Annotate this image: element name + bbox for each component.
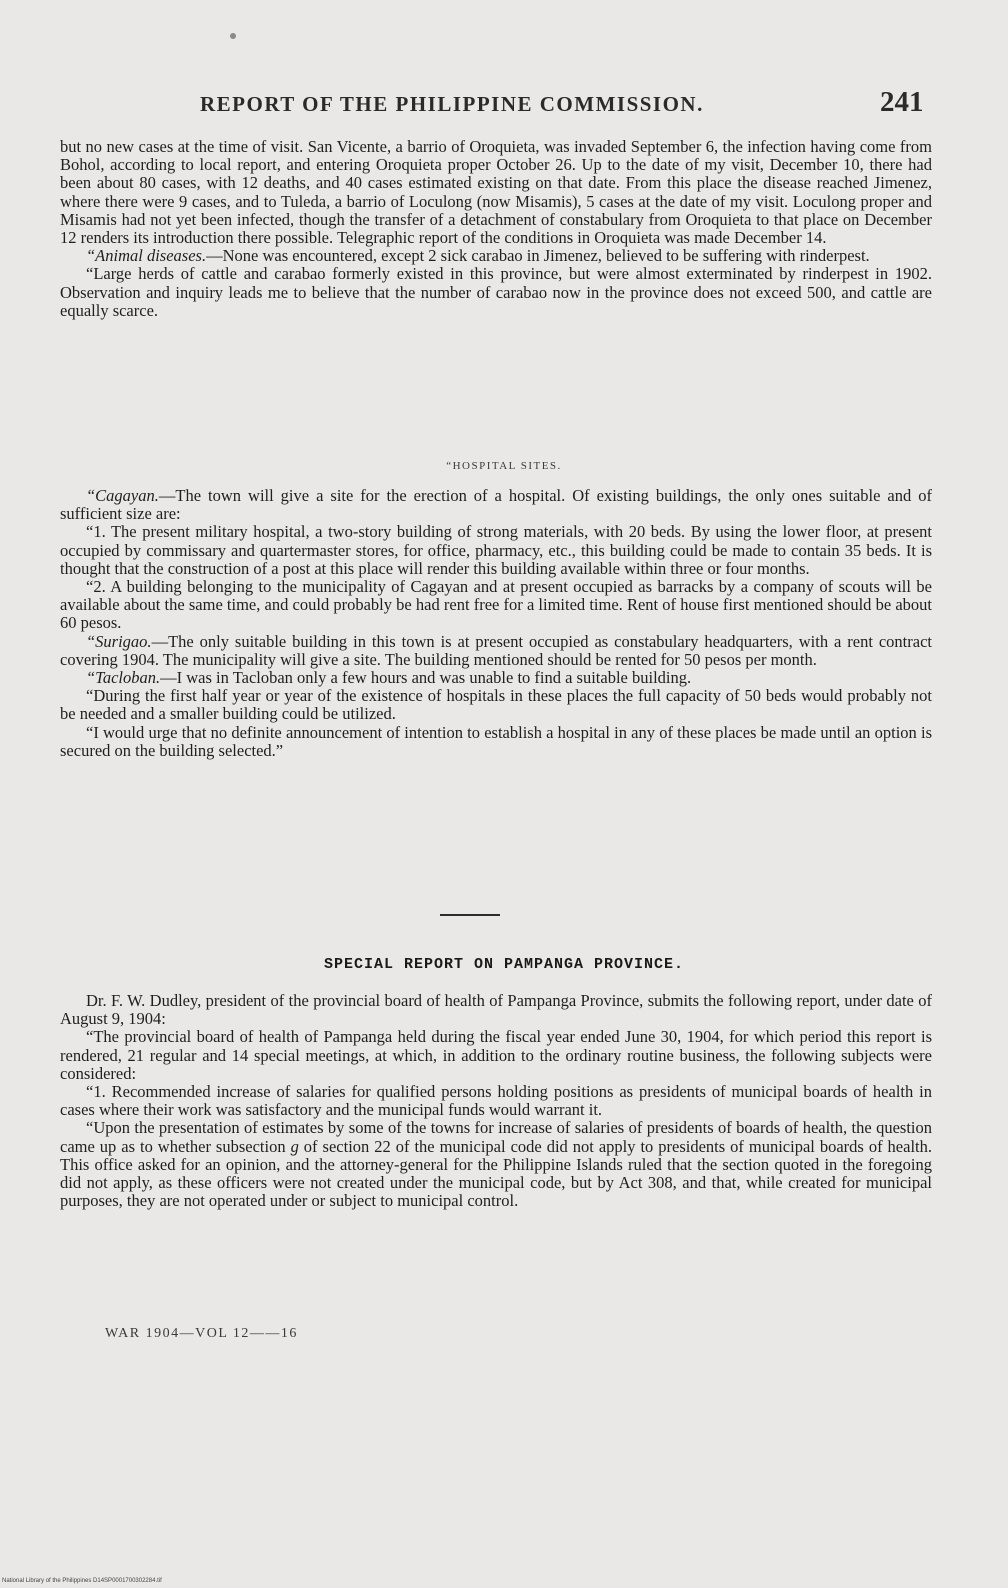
tacloban-text: —I was in Tacloban only a few hours and was unable to find a suitable building. xyxy=(160,668,692,688)
surigao-lead: “Surigao. xyxy=(86,631,152,651)
paragraph-oroquieta: but no new cases at the time of visit. San Vicente, a barrio of Oroquieta, was invaded September 6, the infection having come from Bohol, according to local report, and entering Oroquieta proper October 26. Up to the date of my visit, December 10, there had been about 80 cases, with 12 deaths, and 40 cases estimated existing on that date. From this place the disease reached Jimenez, where there were 9 cases, and to Tuleda, a barrio of Loculong (now Misamis), 5 cases at the date of my visit. Loculong proper and Misamis had not yet been infected, though the transfer of a detachment of constabulary from Oroquieta to that place on December 12 renders its introduction there possible. Telegraphic report of the conditions in Oroquieta was made December 14. xyxy=(60,137,932,248)
paragraph-capacity: “During the first half year or year of the existence of hospitals in these places the full capacity of 50 beds would probably not be needed and a smaller building could be utilized. xyxy=(60,686,932,724)
cagayan-text: —The town will give a site for the erection of a hospital. Of existing buildings, the only ones suitable and of sufficient size are: xyxy=(60,486,932,524)
special-report-heading: SPECIAL REPORT ON PAMPANGA PROVINCE. xyxy=(323,956,685,973)
estimates-text-b: of section 22 of the municipal code did not apply to presidents of municipal boards of health. This office asked for an opinion, and the attorney-general for the Philippine Islands ruled that the section quoted in the foregoing did not apply, as these officers were not created under the municipal code, but by Act 308, and that, while created for municipal purposes, they are not operated under or subject to municipal control. xyxy=(60,1136,932,1211)
paragraph-scouts-building: “2. A building belonging to the municipality of Cagayan and at present occupied as barracks by a company of scouts will be available about the same time, and could probably be had rent free for a limited time. Rent of house first mentioned should be about 60 pesos. xyxy=(60,577,932,633)
hospital-sites-heading: “HOSPITAL SITES. xyxy=(446,460,562,472)
paragraph-herds: “Large herds of cattle and carabao formerly existed in this province, but were almost exterminated by rinderpest in 1902. Observation and inquiry leads me to believe that the number of carabao now in the province does not exceed 500, and cattle are equally scarce. xyxy=(60,264,932,320)
continued-report-text xyxy=(60,138,932,320)
hospital-sites-text xyxy=(60,487,932,760)
page-speck xyxy=(230,33,236,39)
estimates-subsection: g xyxy=(290,1136,299,1156)
animal-diseases-lead: “Animal diseases. xyxy=(86,246,207,266)
paragraph-board-meetings: “The provincial board of health of Pampanga held during the fiscal year ended June 30, 1904, for which period this report is rendered, 21 regular and 14 special meetings, at which, in addition to the ordinary routine business, the following subjects were considered: xyxy=(60,1027,932,1083)
running-head: REPORT OF THE PHILIPPINE COMMISSION. xyxy=(200,92,704,116)
estimates-text-a: “Upon the presentation of estimates by some of the towns for increase of salaries of presidents of boards of health, the question came up as to whether subsection xyxy=(60,1118,932,1156)
scan-imprint: National Library of the Philippines D14SP0001700302284.tif xyxy=(2,1578,162,1584)
paragraph-urge: “I would urge that no definite announcement of intention to establish a hospital in any of these places be made until an option is secured on the building selected.” xyxy=(60,722,932,760)
paragraph-dudley: Dr. F. W. Dudley, president of the provincial board of health of Pampanga Province, submits the following report, under date of August 9, 1904: xyxy=(60,991,932,1029)
animal-diseases-text: —None was encountered, except 2 sick carabao in Jimenez, believed to be suffering with rinderpest. xyxy=(206,246,870,266)
paragraph-tacloban xyxy=(60,669,932,687)
section-divider xyxy=(440,914,500,916)
pampanga-report-text xyxy=(60,992,932,1210)
paragraph-animal-diseases xyxy=(60,247,932,265)
paragraph-cagayan xyxy=(60,487,932,523)
paragraph-military-hospital: “1. The present military hospital, a two-story building of strong materials, with 20 beds. By using the lower floor, at present occupied by commissary and quartermaster stores, for office, pharmacy, etc., this building could be made to contain 35 beds. It is thought that the construction of a post at this place will render this building available within three or four months. xyxy=(60,522,932,578)
signature-line: WAR 1904—VOL 12——16 xyxy=(105,1326,298,1341)
paragraph-surigao xyxy=(60,633,932,669)
paragraph-estimates xyxy=(60,1119,932,1210)
surigao-text: —The only suitable building in this town is at present occupied as constabulary headquarters, with a rent contract covering 1904. The municipality will give a site. The building mentioned should be rented for 50 pesos per month. xyxy=(60,631,932,669)
tacloban-lead: “Tacloban. xyxy=(86,668,161,688)
page-number: 241 xyxy=(880,86,924,118)
paragraph-salaries: “1. Recommended increase of salaries for qualified persons holding positions as presidents of municipal boards of health in cases where their work was satisfactory and the municipal funds would warrant it. xyxy=(60,1082,932,1120)
cagayan-lead: “Cagayan. xyxy=(86,486,159,505)
